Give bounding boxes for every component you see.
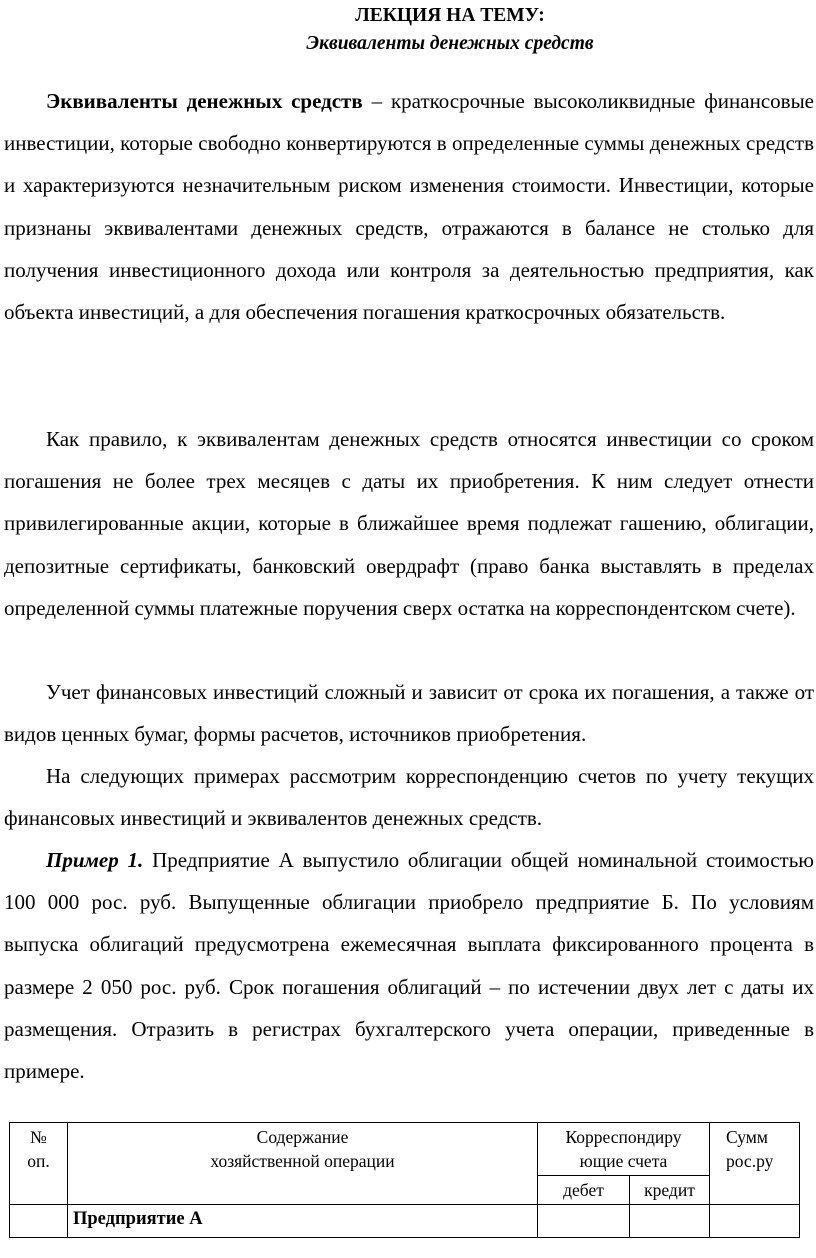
header-operation-content: Содержание хозяйственной операции xyxy=(68,1123,538,1205)
header-op-number: № оп. xyxy=(10,1123,68,1205)
header-credit: кредит xyxy=(630,1176,710,1205)
entity-label: Предприятие А xyxy=(68,1205,538,1238)
cell-empty xyxy=(10,1205,68,1238)
example-text: Предприятие А выпустило облигации общей номинальной стоимостью 100 000 рос. руб. Выпущенные облигации приобрело предприятие Б. По условиям выпуска облигаций предусмотрена ежемесячная выплата фиксированного процента в размере 2 050 рос. руб. Срок погашения облигаций – по истечении двух лет с даты их размещения. Отразить в регистрах бухгалтерского учета операции, приведенные в примере. xyxy=(4,848,814,1084)
cell-empty xyxy=(630,1205,710,1238)
paragraph-examples-of-equivalents: Как правило, к эквивалентам денежных средств относятся инвестиции со сроком погашения не более трех месяцев с даты их приобретения. К ним следует отнести привилегированные акции, которые в ближайшее время подлежат гашению, облигации, депозитные сертификаты, банковский овердрафт (право банка выставлять в пределах определенной суммы платежные поручения сверх остатка на корреспондентском счете). xyxy=(4,427,814,620)
cell-empty xyxy=(710,1205,800,1238)
paragraph-example-1 xyxy=(4,839,814,1092)
paragraph-definition xyxy=(4,80,814,333)
header-corresponding-accounts: Корреспондиру ющие счета xyxy=(538,1123,710,1176)
table-header-row xyxy=(10,1123,800,1176)
paragraph-accounting-complexity: Учет финансовых инвестиций сложный и зависит от срока их погашения, а также от видов ценных бумаг, формы расчетов, источников приобретения. xyxy=(4,680,814,747)
example-label: Пример 1. xyxy=(46,848,144,872)
table-row xyxy=(10,1205,800,1238)
paragraph-intro-examples: На следующих примерах рассмотрим корреспонденцию счетов по учету текущих финансовых инвестиций и эквивалентов денежных средств. xyxy=(4,764,814,831)
lecture-subtitle: Эквиваленты денежных средств xyxy=(306,33,594,54)
lecture-title: ЛЕКЦИЯ НА ТЕМУ: xyxy=(355,5,545,26)
definition-text: – краткосрочные высоколиквидные финансовые инвестиции, которые свободно конвертируются в определенные суммы денежных средств и характеризуются незначительным риском изменения стоимости. Инвестиции, которые признаны эквивалентами денежных средств, отражаются в балансе не столько для получения инвестиционного дохода или контроля за деятельностью предприятия, как объекта инвестиций, а для обеспечения погашения краткосрочных обязательств. xyxy=(4,89,815,325)
definition-term: Эквиваленты денежных средств xyxy=(46,89,363,113)
cell-empty xyxy=(538,1205,630,1238)
header-debit: дебет xyxy=(538,1176,630,1205)
operations-table xyxy=(9,1122,800,1238)
header-amount: Сумм рос.ру xyxy=(710,1123,800,1205)
